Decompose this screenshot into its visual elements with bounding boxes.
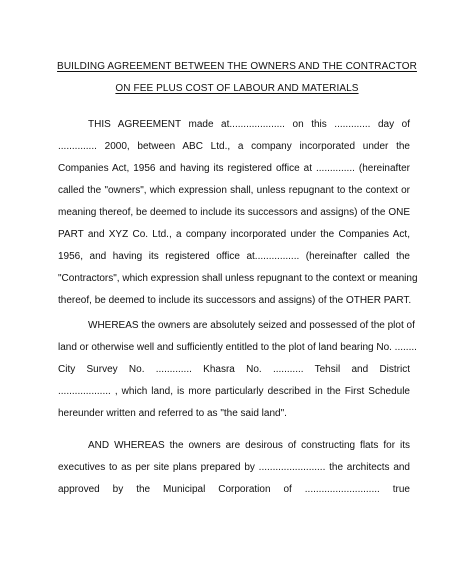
paragraph-line: thereof, be deemed to include its successors and assigns) of the OTHER PART. (58, 295, 412, 306)
paragraph-line: .............. 2000, between ABC Ltd., a company incorporated under the (58, 141, 410, 152)
paragraph-line: City Survey No. ............. Khasra No. ........... Tehsil and District (58, 364, 410, 375)
title-line-2: ON FEE PLUS COST OF LABOUR AND MATERIALS (115, 83, 359, 94)
paragraph-line: meaning thereof, be deemed to include its successors and assigns) of the ONE (58, 207, 410, 218)
paragraph-line: WHEREAS the owners are absolutely seized and possessed of the plot of (88, 320, 415, 331)
and-whereas-paragraph (58, 435, 410, 501)
paragraph-line: executives to as per site plans prepared by ........................ the architects and (58, 462, 410, 473)
paragraph-line: Companies Act, 1956 and having its registered office at .............. (hereinafter (58, 163, 410, 174)
title-line-1: BUILDING AGREEMENT BETWEEN THE OWNERS AND THE CONTRACTOR (57, 61, 417, 72)
paragraph-line: 1956, and having its registered office at................ (hereinafter called the (58, 251, 410, 262)
paragraph-line: THIS AGREEMENT made at.................... on this ............. day of (88, 119, 410, 130)
paragraph-line: AND WHEREAS the owners are desirous of constructing flats for its (88, 440, 410, 451)
agreement-paragraph-1 (58, 114, 418, 312)
paragraph-line: PART and XYZ Co. Ltd., a company incorporated under the Companies Act, (58, 229, 410, 240)
paragraph-line: land or otherwise well and sufficiently entitled to the plot of land bearing No. ........ (58, 342, 417, 353)
paragraph-line: called the "owners", which expression shall, unless repugnant to the context or (58, 185, 410, 196)
paragraph-line: ................... , which land, is more particularly described in the First Schedule (58, 386, 410, 397)
paragraph-line: hereunder written and referred to as "the said land". (58, 408, 287, 419)
paragraph-line: approved by the Municipal Corporation of ........................... true (58, 484, 410, 495)
paragraph-line: "Contractors", which expression shall unless repugnant to the context or meaning (58, 273, 418, 284)
whereas-paragraph (58, 315, 417, 425)
